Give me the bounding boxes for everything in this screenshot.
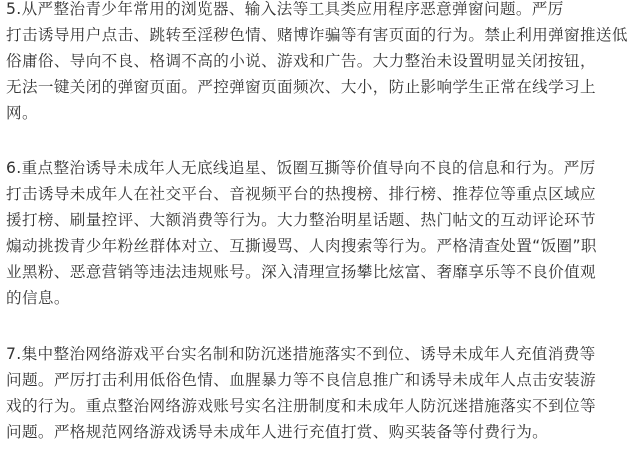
- text-line: 煽动挑拨青少年粉丝群体对立、互撕谩骂、人肉搜索等行为。严格清查处置“饭圈”职: [6, 237, 597, 255]
- text-line: 的信息。: [6, 289, 70, 307]
- text-line: 援打榜、刷量控评、大额消费等行为。大力整治明星话题、热门帖文的互动评论环节: [6, 211, 596, 229]
- text-line: 无法一键关闭的弹窗页面。严控弹窗页面频次、大小，防止影响学生正常在线学习上: [6, 78, 596, 96]
- text-line: 问题。严格规范网络游戏诱导未成年人进行充值打赏、购买装备等付费行为。: [6, 423, 549, 441]
- paragraph-5: [6, 0, 628, 126]
- text-line: 业黑粉、恶意营销等违法违规账号。深入清理宣扬攀比炫富、奢靡享乐等不良价值观: [6, 263, 596, 281]
- text-line: 5.从严整治青少年常用的浏览器、输入法等工具类应用程序恶意弹窗问题。严厉: [6, 0, 564, 18]
- text-line: 打击诱导用户点击、跳转至淫秽色情、赌博诈骗等有害页面的行为。禁止利用弹窗推送低: [6, 26, 628, 44]
- text-line: 6.重点整治诱导未成年人无底线追星、饭圈互撕等价值导向不良的信息和行为。严厉: [6, 159, 596, 177]
- text-line: 网。: [6, 104, 38, 122]
- paragraph-7: [6, 341, 596, 445]
- paragraph-6: [6, 155, 597, 311]
- text-line: 俗庸俗、导向不良、格调不高的小说、游戏和广告。大力整治未设置明显关闭按钮，: [6, 52, 596, 70]
- text-line: 打击诱导未成年人在社交平台、音视频平台的热搜榜、排行榜、推荐位等重点区域应: [6, 185, 596, 203]
- text-line: 戏的行为。重点整治网络游戏账号实名注册制度和未成年人防沉迷措施落实不到位等: [6, 397, 596, 415]
- text-line: 问题。严厉打击利用低俗色情、血腥暴力等不良信息推广和诱导未成年人点击安装游: [6, 371, 596, 389]
- text-line: 7.集中整治网络游戏平台实名制和防沉迷措施落实不到位、诱导未成年人充值消费等: [6, 345, 596, 363]
